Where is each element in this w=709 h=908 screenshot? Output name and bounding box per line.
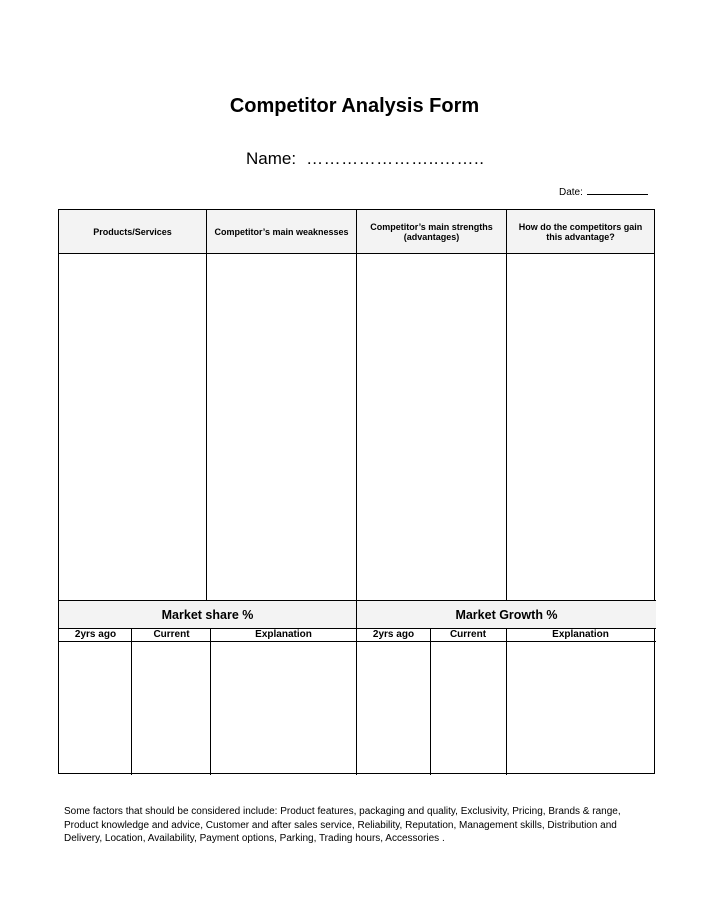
header-products-services: Products/Services: [59, 210, 206, 254]
cell-market-share-current[interactable]: [132, 642, 210, 773]
date-field[interactable]: [587, 184, 648, 195]
cell-market-growth-2yrs-ago[interactable]: [357, 642, 430, 773]
market-share-heading: Market share %: [59, 601, 356, 628]
market-growth-heading: Market Growth %: [357, 601, 656, 628]
cell-gain-advantage[interactable]: [507, 254, 654, 601]
cell-market-growth-explanation[interactable]: [507, 642, 654, 773]
date-line: [559, 184, 648, 198]
market-share-2yrs-ago-header: 2yrs ago: [74, 629, 117, 640]
divider: [206, 210, 207, 601]
market-share-explanation-header: Explanation: [255, 629, 312, 640]
header-main-strengths: Competitor’s main strengths (advantages): [357, 210, 506, 254]
market-share-current-header: Current: [153, 629, 190, 640]
market-growth-explanation-header: Explanation: [552, 629, 609, 640]
date-label: Date:: [559, 187, 583, 198]
cell-main-weaknesses[interactable]: [207, 254, 356, 601]
cell-market-growth-current[interactable]: [431, 642, 506, 773]
header-main-weaknesses: Competitor’s main weaknesses: [207, 210, 356, 254]
cell-market-share-explanation[interactable]: [211, 642, 356, 773]
divider: [506, 210, 507, 601]
cell-products-services[interactable]: [59, 254, 206, 601]
name-field[interactable]: …………………..……..: [306, 149, 485, 168]
market-growth-current-header: Current: [449, 629, 487, 640]
cell-main-strengths[interactable]: [357, 254, 506, 601]
name-label: Name:: [246, 149, 297, 168]
divider: [356, 210, 357, 601]
cell-market-share-2yrs-ago[interactable]: [59, 642, 131, 773]
form-title: Competitor Analysis Form: [229, 95, 480, 117]
name-line: [246, 149, 484, 169]
competitor-analysis-table: [58, 209, 655, 774]
footnote-factors: Some factors that should be considered include: Product features, packaging and quality, Exclusivity, Pricing, Brands & range, Product knowledge and advice, Customer and after sales service, Reliability, Reputation, Management skills, Distribution and Delivery, Location, Availability, Payment options, Parking, Trading hours, Accessories .: [64, 806, 621, 844]
header-gain-advantage: How do the competitors gain this advantage?: [507, 210, 654, 254]
market-growth-2yrs-ago-header: 2yrs ago: [372, 629, 415, 640]
